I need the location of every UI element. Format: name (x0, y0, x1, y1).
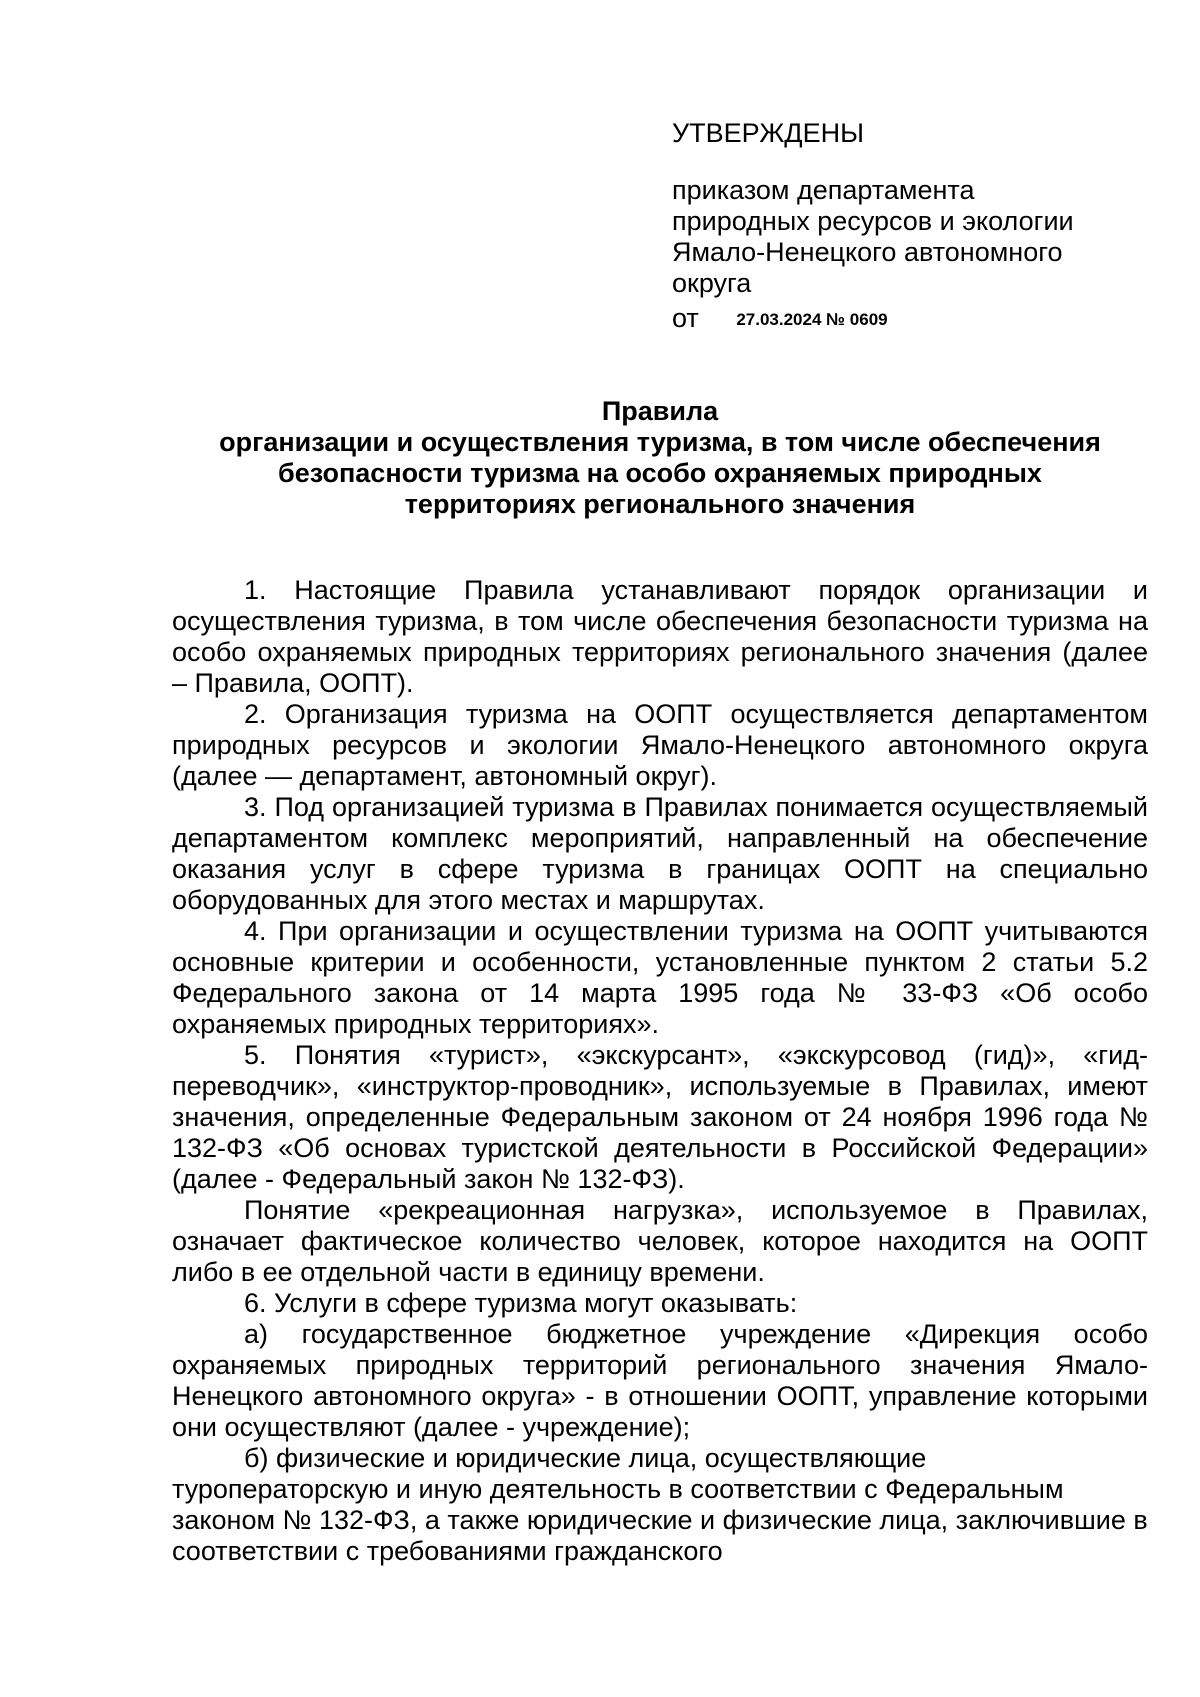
paragraph: 4. При организации и осуществлении туризма на ООПТ учитываются основные критерии и особенности, установленные пунктом 2 статьи 5.2 Федерального закона от 14 марта 1995 года № 33-ФЗ «Об особо охраняемых природных территориях». (172, 916, 1148, 1039)
approval-title: УТВЕРЖДЕНЫ (672, 118, 864, 148)
approval-line: Ямало-Ненецкого автономного (672, 237, 1063, 267)
document-body (172, 575, 1148, 1567)
document-title (172, 396, 1148, 520)
paragraph: 5. Понятия «турист», «экскурсант», «экскурсовод (гид)», «гид-переводчик», «инструктор-проводник», используемые в Правилах, имеют значения, определенные Федеральным законом от 24 ноября 1996 года № 132-ФЗ «Об основах туристской деятельности в Российской Федерации» (далее - Федеральный закон № 132-ФЗ). (172, 1040, 1148, 1194)
approval-block (672, 118, 1152, 337)
order-reference-line (672, 303, 1152, 337)
approval-line: природных ресурсов и экологии (672, 206, 1074, 236)
approval-line: округа (672, 268, 752, 298)
title-subtitle: организации и осуществления туризма, в том числе обеспечения безопасности туризма на особо охраняемых природных территориях регионального значения (219, 427, 1101, 519)
paragraph: 6. Услуги в сфере туризма могут оказывать: (244, 1288, 798, 1318)
title-main: Правила (601, 396, 719, 426)
paragraph: 3. Под организацией туризма в Правилах понимается осуществляемый департаментом комплекс мероприятий, направленный на обеспечение оказания услуг в сфере туризма в границах ООПТ на специально оборудованных для этого местах и маршрутах. (172, 792, 1148, 915)
order-number-date: 27.03.2024 № 0609 (736, 310, 888, 329)
paragraph: б) физические и юридические лица, осуществляющие туроператорскую и иную деятельность в соответствии с Федеральным законом № 132-ФЗ, а также юридические и физические лица, заключившие в соответствии с требованиями гражданского (172, 1443, 1148, 1566)
paragraph: 1. Настоящие Правила устанавливают порядок организации и осуществления туризма, в том числе обеспечения безопасности туризма на особо охраняемых природных территориях регионального значения (далее – Правила, ООПТ). (172, 575, 1148, 698)
approval-line: приказом департамента (672, 175, 975, 205)
order-prefix: от (672, 303, 699, 333)
paragraph: Понятие «рекреационная нагрузка», используемое в Правилах, означает фактическое количество человек, которое находится на ООПТ либо в ее отдельной части в единицу времени. (172, 1195, 1148, 1287)
paragraph: 2. Организация туризма на ООПТ осуществляется департаментом природных ресурсов и экологии Ямало-Ненецкого автономного округа (далее — департамент, автономный округ). (172, 699, 1148, 791)
paragraph: а) государственное бюджетное учреждение «Дирекция особо охраняемых природных территорий регионального значения Ямало-Ненецкого автономного округа» - в отношении ООПТ, управление которыми они осуществляют (далее - учреждение); (172, 1319, 1148, 1442)
